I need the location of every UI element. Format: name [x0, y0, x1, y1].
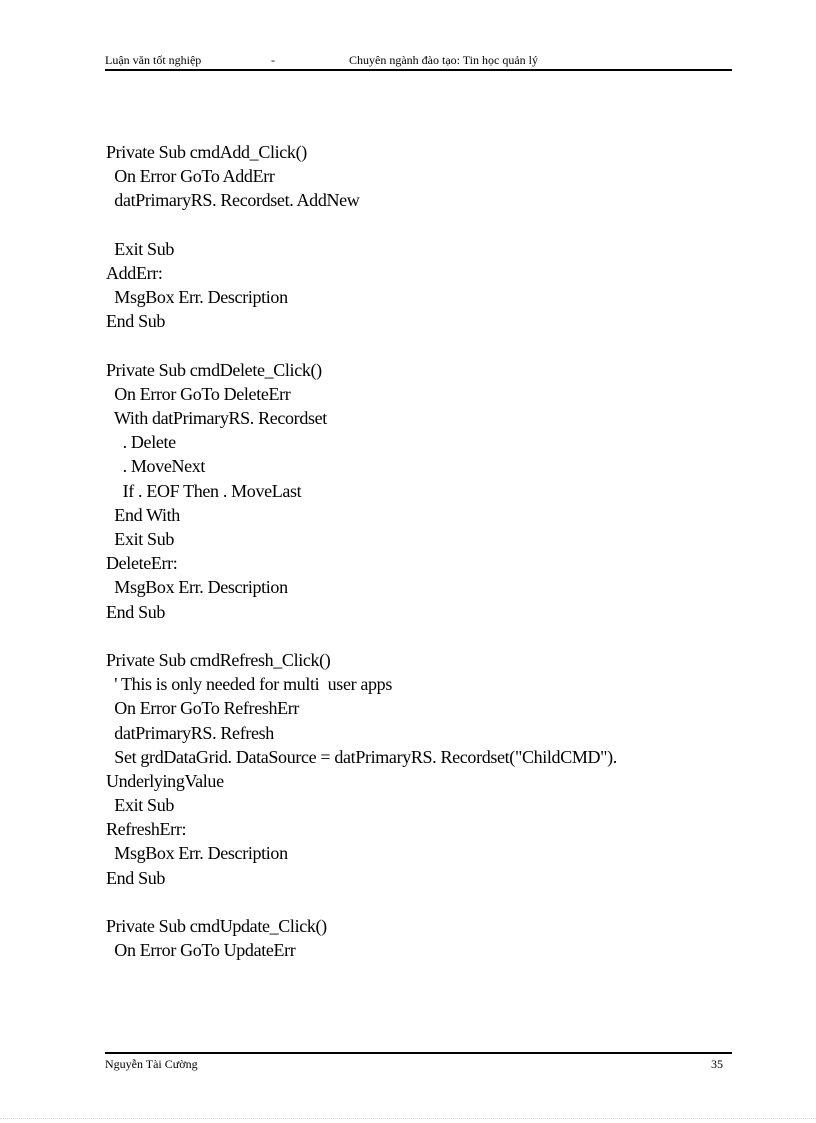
code-listing [106, 140, 726, 962]
code-line: On Error GoTo RefreshErr [106, 698, 300, 719]
header-thesis-label: Luận văn tốt nghiệp [105, 53, 202, 67]
code-line: RefreshErr: [106, 819, 187, 840]
code-line: Exit Sub [106, 238, 175, 259]
code-line: On Error GoTo UpdateErr [106, 940, 296, 961]
code-line: Private Sub cmdRefresh_Click() [106, 649, 331, 670]
code-line: Set grdDataGrid. DataSource = datPrimaryRS. Recordset("ChildCMD"). [106, 746, 617, 767]
page-footer [105, 1056, 723, 1072]
code-line: AddErr: [106, 262, 163, 283]
code-line [106, 213, 726, 237]
code-line [106, 334, 726, 358]
header-major-label: Chuyên ngành đào tạo: Tin học quản lý [349, 53, 538, 67]
code-line: DeleteErr: [106, 553, 178, 574]
code-line [106, 890, 726, 914]
code-line: MsgBox Err. Description [106, 287, 288, 308]
code-line: MsgBox Err. Description [106, 843, 288, 864]
header-rule [105, 69, 732, 71]
code-line: . MoveNext [106, 456, 206, 477]
code-line: If . EOF Then . MoveLast [106, 480, 302, 501]
code-line: End Sub [106, 311, 166, 332]
code-line: End With [106, 504, 180, 525]
code-line: On Error GoTo AddErr [106, 166, 275, 187]
code-line: . Delete [106, 432, 176, 453]
code-line: Private Sub cmdDelete_Click() [106, 359, 322, 380]
footer-author: Nguyễn Tài Cường [105, 1057, 198, 1071]
code-line: Private Sub cmdUpdate_Click() [106, 916, 327, 936]
code-line: datPrimaryRS. Refresh [106, 722, 274, 743]
code-line: End Sub [106, 867, 166, 888]
page-header [105, 52, 732, 68]
code-line: datPrimaryRS. Recordset. AddNew [106, 190, 360, 211]
code-line: End Sub [106, 601, 166, 622]
code-line: Exit Sub [106, 795, 175, 816]
footer-rule [105, 1052, 732, 1054]
page-number: 35 [711, 1057, 723, 1071]
code-line: MsgBox Err. Description [106, 577, 288, 598]
code-line: UnderlyingValue [106, 770, 224, 791]
header-separator: - [271, 53, 275, 67]
code-line: Exit Sub [106, 529, 175, 549]
code-line: With datPrimaryRS. Recordset [106, 408, 327, 429]
code-line: ' This is only needed for multi user apps [106, 674, 392, 695]
code-line [106, 624, 726, 648]
code-line: On Error GoTo DeleteErr [106, 383, 291, 404]
code-line: Private Sub cmdAdd_Click() [106, 142, 307, 162]
page-bottom-dotted-edge [0, 1118, 816, 1119]
